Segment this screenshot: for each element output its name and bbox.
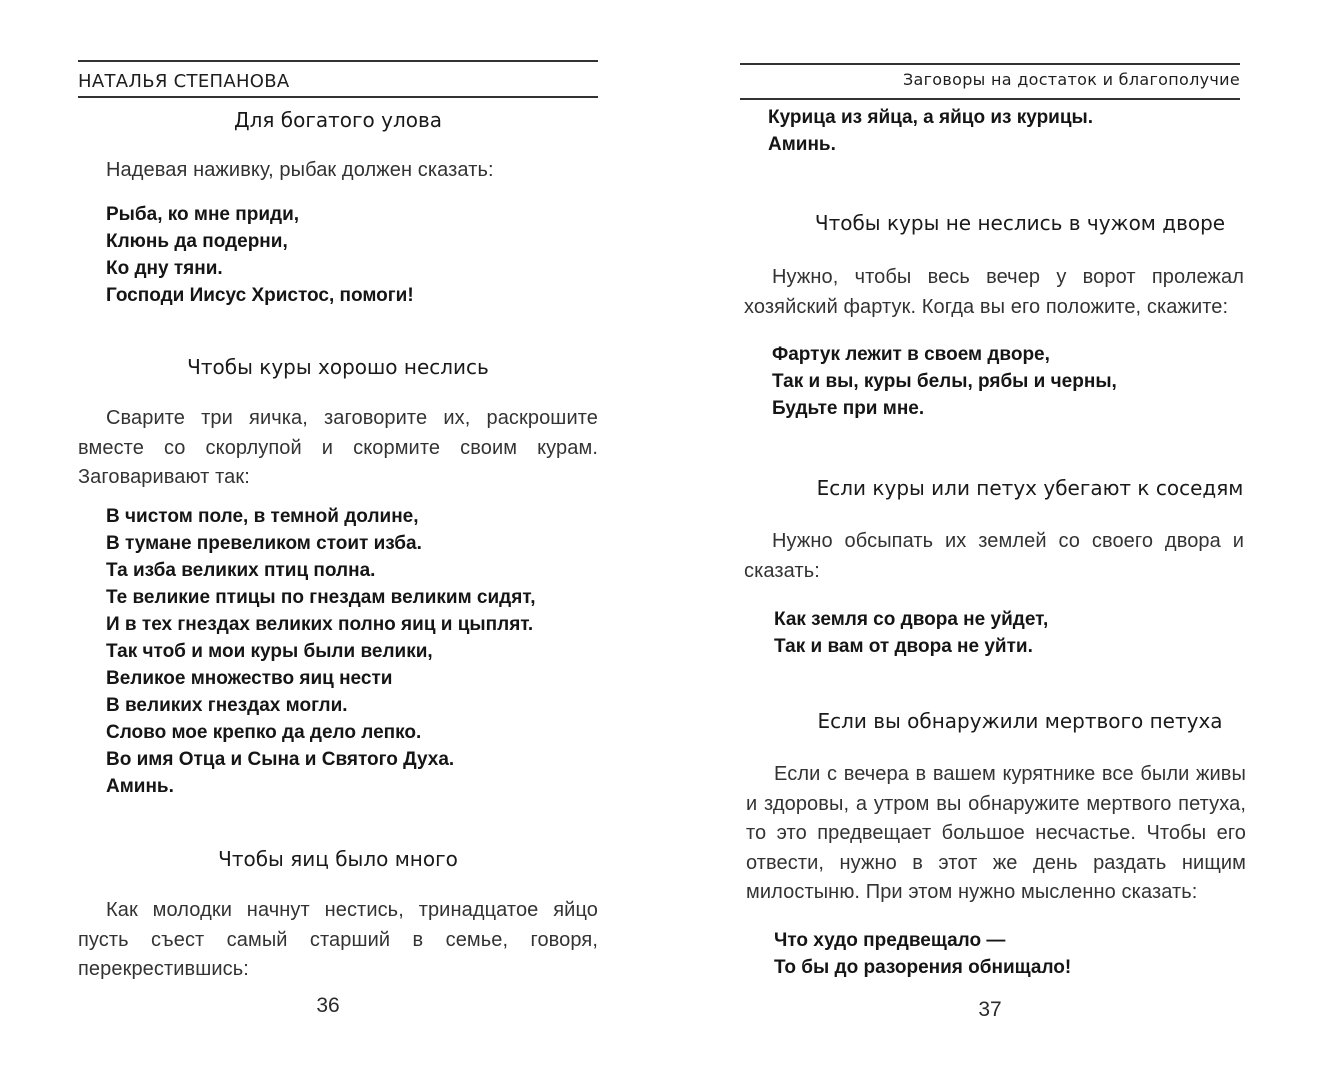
verse-line: Аминь. (768, 134, 836, 155)
verse-block-continued (768, 104, 1093, 158)
verse-line: Что худо предвещало — (774, 930, 1006, 951)
verse-line: Господи Иисус Христос, помоги! (106, 285, 414, 306)
verse-block (106, 503, 535, 800)
verse-line: Курица из яйца, а яйцо из курицы. (768, 107, 1094, 128)
section-prose (744, 263, 1244, 322)
page-number: 37 (978, 998, 1002, 1021)
verse-line: В тумане превеликом стоит изба. (106, 533, 422, 554)
verse-line: Фартук лежит в своем дворе, (772, 344, 1050, 365)
page-number: 36 (316, 994, 340, 1017)
verse-block (774, 606, 1048, 660)
verse-block (106, 201, 414, 309)
header-rule-top (78, 60, 598, 62)
verse-line: В великих гнездах могли. (106, 695, 348, 716)
prose-paragraph: Нужно обсыпать их землей со своего двора и сказать: (744, 530, 1244, 582)
verse-block (772, 341, 1117, 422)
header-rule-bottom (740, 98, 1240, 100)
verse-line: Как земля со двора не уйдет, (774, 609, 1049, 630)
section-prose (78, 404, 598, 493)
verse-line: Аминь. (106, 776, 174, 797)
prose-paragraph: Если с вечера в вашем курятнике все были живы и здоровы, а утром вы обнаружите мертвого петуха, то это предвещает большое несчастье. Чтобы его отвести, нужно в этот же день раздать нищим милостыню. При этом нужно мысленно сказать: (746, 763, 1246, 903)
verse-line: Рыба, ко мне приди, (106, 204, 300, 225)
verse-line: Так и вы, куры белы, рябы и черны, (772, 371, 1117, 392)
verse-line: Так чтоб и мои куры были велики, (106, 641, 433, 662)
prose-paragraph: Сварите три яичка, заговорите их, раскрошите вместе со скорлупой и скормите своим курам. Заговаривают так: (78, 407, 598, 488)
verse-line: Слово мое крепко да дело лепко. (106, 722, 422, 743)
verse-line: В чистом поле, в темной долине, (106, 506, 419, 527)
verse-line: Клюнь да подерни, (106, 231, 288, 252)
section-heading: Чтобы яиц было много (218, 847, 458, 871)
prose-paragraph: Нужно, чтобы весь вечер у ворот пролежал хозяйский фартук. Когда вы его положите, скажите: (744, 266, 1244, 318)
verse-line: Великое множество яиц нести (106, 668, 393, 689)
section-prose (744, 527, 1244, 586)
verse-line: То бы до разорения обнищало! (774, 957, 1072, 978)
section-prose (746, 760, 1246, 908)
verse-line: Так и вам от двора не уйти. (774, 636, 1033, 657)
right-page (660, 0, 1320, 1080)
section-heading: Чтобы куры не неслись в чужом дворе (814, 211, 1226, 235)
verse-line: Во имя Отца и Сына и Святого Духа. (106, 749, 455, 770)
section-heading: Если куры или петух убегают к соседям (816, 476, 1244, 500)
section-heading: Для богатого улова (233, 108, 443, 132)
verse-line: Та изба великих птиц полна. (106, 560, 376, 581)
header-rule-top (740, 63, 1240, 65)
section-prose (78, 156, 598, 186)
verse-block (774, 927, 1071, 981)
section-heading: Чтобы куры хорошо неслись (187, 355, 489, 379)
verse-line: Ко дну тяни. (106, 258, 223, 279)
verse-line: И в тех гнездах великих полно яиц и цыплят. (106, 614, 534, 635)
verse-line: Те великие птицы по гнездам великим сидят, (106, 587, 536, 608)
running-head-author: НАТАЛЬЯ СТЕПАНОВА (78, 71, 290, 92)
prose-paragraph: Надевая наживку, рыбак должен сказать: (106, 159, 494, 181)
section-prose (78, 896, 598, 985)
verse-line: Будьте при мне. (772, 398, 925, 419)
header-rule-bottom (78, 96, 598, 98)
prose-paragraph: Как молодки начнут нестись, тринадцатое яйцо пусть съест самый старший в семье, говоря, перекрестившись: (78, 899, 598, 980)
running-head-chapter: Заговоры на достаток и благополучие (902, 70, 1240, 89)
section-heading: Если вы обнаружили мертвого петуха (817, 709, 1223, 733)
